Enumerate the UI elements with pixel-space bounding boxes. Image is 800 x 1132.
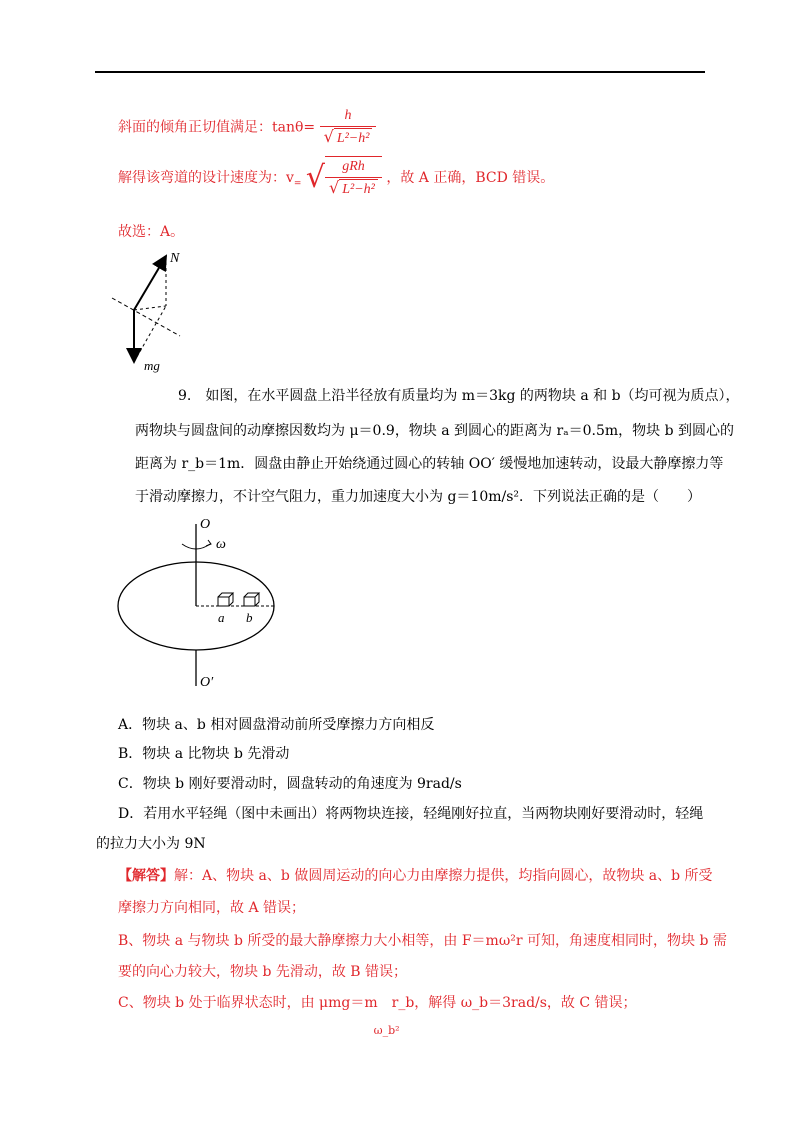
option-b: B．物块 a 比物块 b 先滑动: [118, 746, 290, 762]
sol9-line1-text: 解：A、物块 a、b 做圆周运动的向心力由摩擦力提供，均指向圆心，故物块 a、b 所受: [174, 868, 713, 884]
normal-force-arrow: [134, 256, 166, 310]
force-diagram: [108, 244, 198, 374]
dashed-diagonal: [134, 306, 166, 362]
rotation-arrowhead: [206, 540, 211, 546]
disk-diagram: [110, 510, 310, 695]
sol9-line5-suffix: ，解得 ω_b＝3rad/s，故 C 错误；: [414, 995, 637, 1011]
omega-b-squared: ω_b²: [373, 1024, 400, 1037]
frac1-numerator: h: [344, 108, 352, 123]
header-rule: [95, 71, 705, 73]
label-o-prime: O′: [200, 675, 214, 690]
sol9-line1: [118, 866, 713, 886]
sol8-line2: 解得该弯道的设计速度为：$v_=$ √ $\frac{\text{gRh}}{\text{√ L²−h²}}$ ，故 A 正确，BCD 错误。: [118, 156, 554, 200]
frac1-denominator: √ L²−h²: [320, 126, 377, 149]
frac1-den-text: L²−h²: [334, 128, 373, 149]
frac2-denominator: √ L²−h²: [325, 177, 382, 200]
dashed-horizontal: [134, 306, 166, 310]
sol9-line5-text: C、物块 b 处于临界状态时，由 μmg＝m: [118, 995, 378, 1011]
sol9-line5: [118, 993, 637, 1037]
frac2-numerator: gRh: [342, 159, 365, 174]
label-n: N: [170, 251, 180, 266]
label-mg: mg: [144, 358, 160, 373]
q9-line4: 于滑动摩擦力，不计空气阻力，重力加速度大小为 g＝10m/s²．下列说法正确的是（ ）: [135, 489, 702, 505]
sol9-line3: B、物块 a 与物块 b 所受的最大静摩擦力大小相等，由 F＝mω²r 可知，角速度相同时，物块 b 需: [118, 933, 727, 949]
label-o: O: [200, 517, 211, 532]
sol8-answer: 故选：A。: [118, 224, 185, 240]
speed-fraction: [325, 156, 382, 200]
sol9-line2: 摩擦力方向相同，故 A 错误；: [118, 900, 306, 916]
incline-line: [112, 298, 180, 336]
q9-line1: 9. 如图，在水平圆盘上沿半径放有质量均为 m＝3kg 的两物块 a 和 b（均可视为质点），: [178, 388, 740, 404]
option-c: C．物块 b 刚好要滑动时，圆盘转动的角速度为 9rad/s: [118, 776, 462, 792]
sol8-line1: [118, 106, 376, 149]
option-d-line1: D．若用水平轻绳（图中未画出）将两物块连接，轻绳刚好拉直，当两物块刚好要滑动时，轻绳: [118, 806, 704, 822]
option-d-line2: 的拉力大小为 9N: [96, 836, 206, 852]
r-b: r_b: [391, 995, 415, 1011]
block-a: [218, 593, 233, 606]
q9-line3: 距离为 r_b＝1m．圆盘由静止开始绕通过圆心的转轴 OO′ 缓慢地加速转动，设最大静摩擦力等: [135, 456, 724, 472]
label-a: a: [218, 610, 225, 625]
sol8-line2-suffix: ，故 A 正确，BCD 错误。: [386, 170, 555, 186]
tan-fraction: [320, 106, 377, 149]
sol8-eq-sign: =: [293, 178, 302, 189]
sol9-line4: 要的向心力较大，物块 b 先滑动，故 B 错误；: [118, 964, 408, 980]
solution-tag: 【解答】: [118, 868, 174, 884]
frac2-den-text: L²−h²: [339, 179, 378, 200]
label-omega: ω: [216, 537, 226, 552]
block-b: [244, 593, 259, 606]
q9-line2: 两物块与圆盘间的动摩擦因数均为 μ＝0.9，物块 a 到圆心的距离为 rₐ＝0.5m，物块 b 到圆心的: [135, 423, 735, 439]
sol8-line1-text: 斜面的倾角正切值满足：tanθ=: [118, 119, 316, 136]
sol8-line2-text: 解得该弯道的设计速度为：v: [118, 170, 294, 186]
option-a: A．物块 a、b 相对圆盘滑动前所受摩擦力方向相反: [118, 717, 435, 733]
label-b: b: [246, 610, 253, 625]
